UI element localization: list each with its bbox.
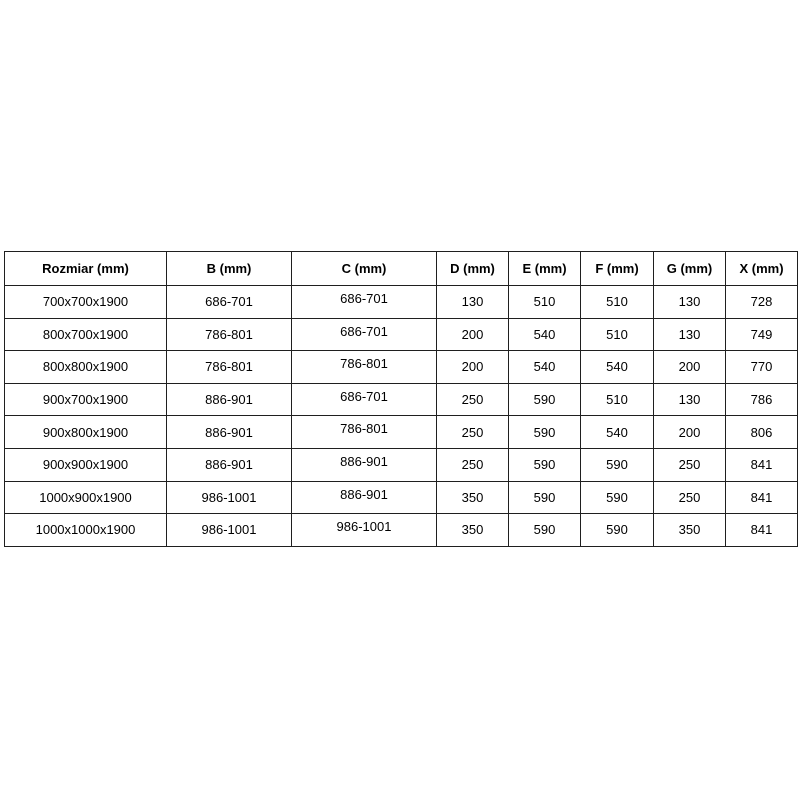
table-cell: 510 xyxy=(581,286,654,319)
table-cell: 886-901 xyxy=(292,481,437,514)
table-cell: 749 xyxy=(726,318,798,351)
table-cell: 1000x900x1900 xyxy=(5,481,167,514)
table-cell: 806 xyxy=(726,416,798,449)
table-cell: 700x700x1900 xyxy=(5,286,167,319)
column-header-f: F (mm) xyxy=(581,252,654,286)
table-cell: 200 xyxy=(654,351,726,384)
table-cell: 686-701 xyxy=(167,286,292,319)
table-cell: 130 xyxy=(654,383,726,416)
table-cell: 841 xyxy=(726,448,798,481)
table-cell: 350 xyxy=(654,514,726,547)
table-cell: 540 xyxy=(509,318,581,351)
table-row xyxy=(5,383,798,416)
table-cell: 590 xyxy=(581,514,654,547)
table-cell: 590 xyxy=(509,448,581,481)
table-cell: 540 xyxy=(509,351,581,384)
table-row xyxy=(5,286,798,319)
dimensions-table xyxy=(4,251,798,547)
table-cell: 886-901 xyxy=(167,416,292,449)
table-row xyxy=(5,481,798,514)
table-cell: 886-901 xyxy=(167,448,292,481)
table-cell: 510 xyxy=(581,383,654,416)
table-cell: 841 xyxy=(726,514,798,547)
table-cell: 200 xyxy=(437,318,509,351)
table-cell: 540 xyxy=(581,351,654,384)
table-cell: 200 xyxy=(437,351,509,384)
table-cell: 786-801 xyxy=(167,351,292,384)
table-cell: 786-801 xyxy=(292,416,437,449)
table-cell: 250 xyxy=(437,383,509,416)
table-cell: 800x700x1900 xyxy=(5,318,167,351)
table-cell: 841 xyxy=(726,481,798,514)
table-row xyxy=(5,514,798,547)
table-header-row xyxy=(5,252,798,286)
table-cell: 510 xyxy=(509,286,581,319)
table-cell: 130 xyxy=(654,318,726,351)
column-header-d: D (mm) xyxy=(437,252,509,286)
table-cell: 686-701 xyxy=(292,383,437,416)
table-cell: 130 xyxy=(654,286,726,319)
table-cell: 590 xyxy=(581,448,654,481)
table-cell: 786-801 xyxy=(292,351,437,384)
table-cell: 900x800x1900 xyxy=(5,416,167,449)
table-cell: 250 xyxy=(437,416,509,449)
column-header-g: G (mm) xyxy=(654,252,726,286)
table-cell: 590 xyxy=(509,416,581,449)
column-header-b: B (mm) xyxy=(167,252,292,286)
table-cell: 900x700x1900 xyxy=(5,383,167,416)
table-cell: 590 xyxy=(581,481,654,514)
table-cell: 886-901 xyxy=(292,448,437,481)
table-cell: 250 xyxy=(654,481,726,514)
table-cell: 886-901 xyxy=(167,383,292,416)
table-cell: 786-801 xyxy=(167,318,292,351)
table-row xyxy=(5,416,798,449)
table-cell: 350 xyxy=(437,481,509,514)
column-header-x: X (mm) xyxy=(726,252,798,286)
table-cell: 130 xyxy=(437,286,509,319)
table-cell: 590 xyxy=(509,383,581,416)
column-header-rozmiar: Rozmiar (mm) xyxy=(5,252,167,286)
table-cell: 986-1001 xyxy=(167,481,292,514)
table-cell: 686-701 xyxy=(292,286,437,319)
table-cell: 350 xyxy=(437,514,509,547)
table-cell: 250 xyxy=(654,448,726,481)
table-cell: 1000x1000x1900 xyxy=(5,514,167,547)
table-row xyxy=(5,318,798,351)
table-cell: 540 xyxy=(581,416,654,449)
table-cell: 986-1001 xyxy=(167,514,292,547)
table-cell: 590 xyxy=(509,514,581,547)
column-header-e: E (mm) xyxy=(509,252,581,286)
table-cell: 800x800x1900 xyxy=(5,351,167,384)
table-cell: 770 xyxy=(726,351,798,384)
table-body xyxy=(5,286,798,547)
table-cell: 510 xyxy=(581,318,654,351)
table-cell: 200 xyxy=(654,416,726,449)
table-cell: 250 xyxy=(437,448,509,481)
table-cell: 728 xyxy=(726,286,798,319)
table-cell: 590 xyxy=(509,481,581,514)
table-row xyxy=(5,351,798,384)
table-cell: 900x900x1900 xyxy=(5,448,167,481)
table-cell: 986-1001 xyxy=(292,514,437,547)
table-cell: 786 xyxy=(726,383,798,416)
table-row xyxy=(5,448,798,481)
column-header-c: C (mm) xyxy=(292,252,437,286)
table-cell: 686-701 xyxy=(292,318,437,351)
